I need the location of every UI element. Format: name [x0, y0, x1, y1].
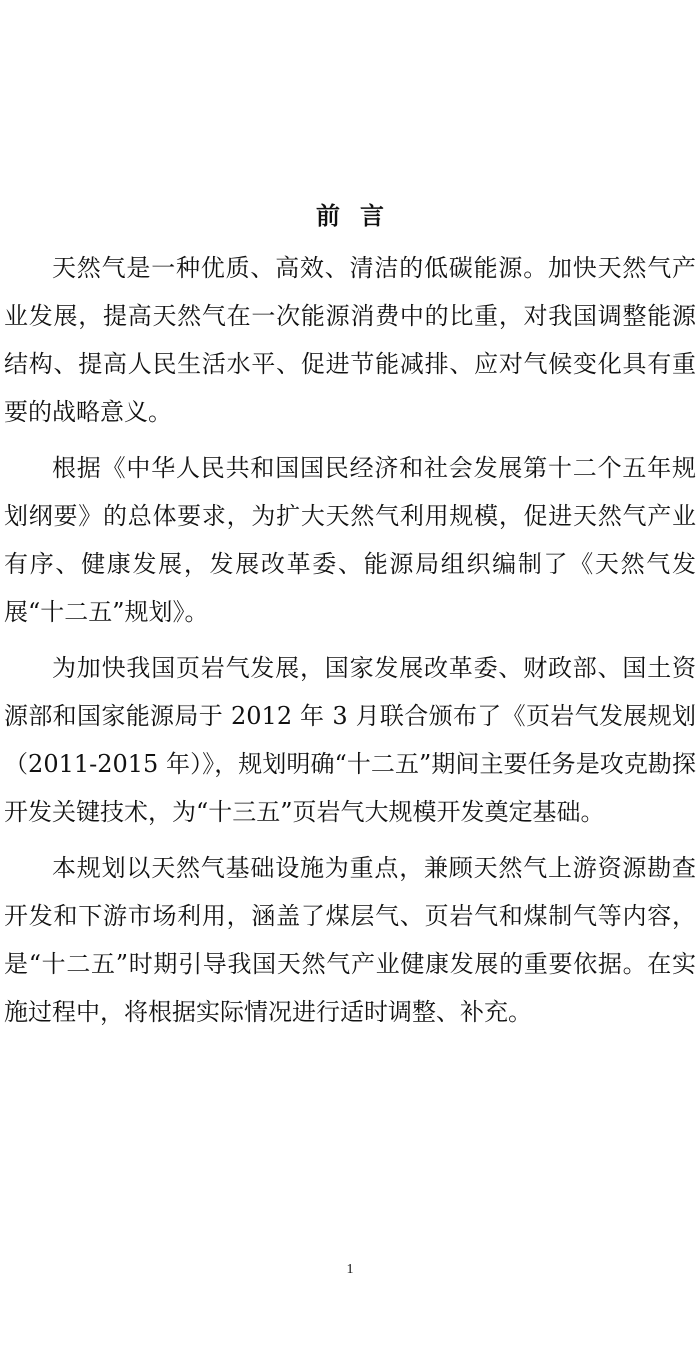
document-body — [4, 244, 696, 1036]
page-title: 前言 — [316, 201, 404, 230]
page-number: 1 — [346, 1262, 354, 1277]
paragraph-3: 为加快我国页岩气发展，国家发展改革委、财政部、国土资源部和国家能源局于 2012 年 3 月联合颁布了《页岩气发展规划（2011-2015 年）》，规划明确“十二五”期间主要任务是攻克勘探开发关键技术，为“十三五”页岩气大规模开发奠定基础。 — [4, 654, 696, 826]
paragraph-2: 根据《中华人民共和国国民经济和社会发展第十二个五年规划纲要》的总体要求，为扩大天然气利用规模，促进天然气产业有序、健康发展，发展改革委、能源局组织编制了《天然气发展“十二五”规划》。 — [4, 454, 696, 626]
paragraph-4: 本规划以天然气基础设施为重点，兼顾天然气上游资源勘查开发和下游市场利用，涵盖了煤层气、页岩气和煤制气等内容，是“十二五”时期引导我国天然气产业健康发展的重要依据。在实施过程中，将根据实际情况进行适时调整、补充。 — [4, 854, 696, 1026]
paragraph-1: 天然气是一种优质、高效、清洁的低碳能源。加快天然气产业发展，提高天然气在一次能源消费中的比重，对我国调整能源结构、提高人民生活水平、促进节能减排、应对气候变化具有重要的战略意义。 — [4, 254, 696, 426]
